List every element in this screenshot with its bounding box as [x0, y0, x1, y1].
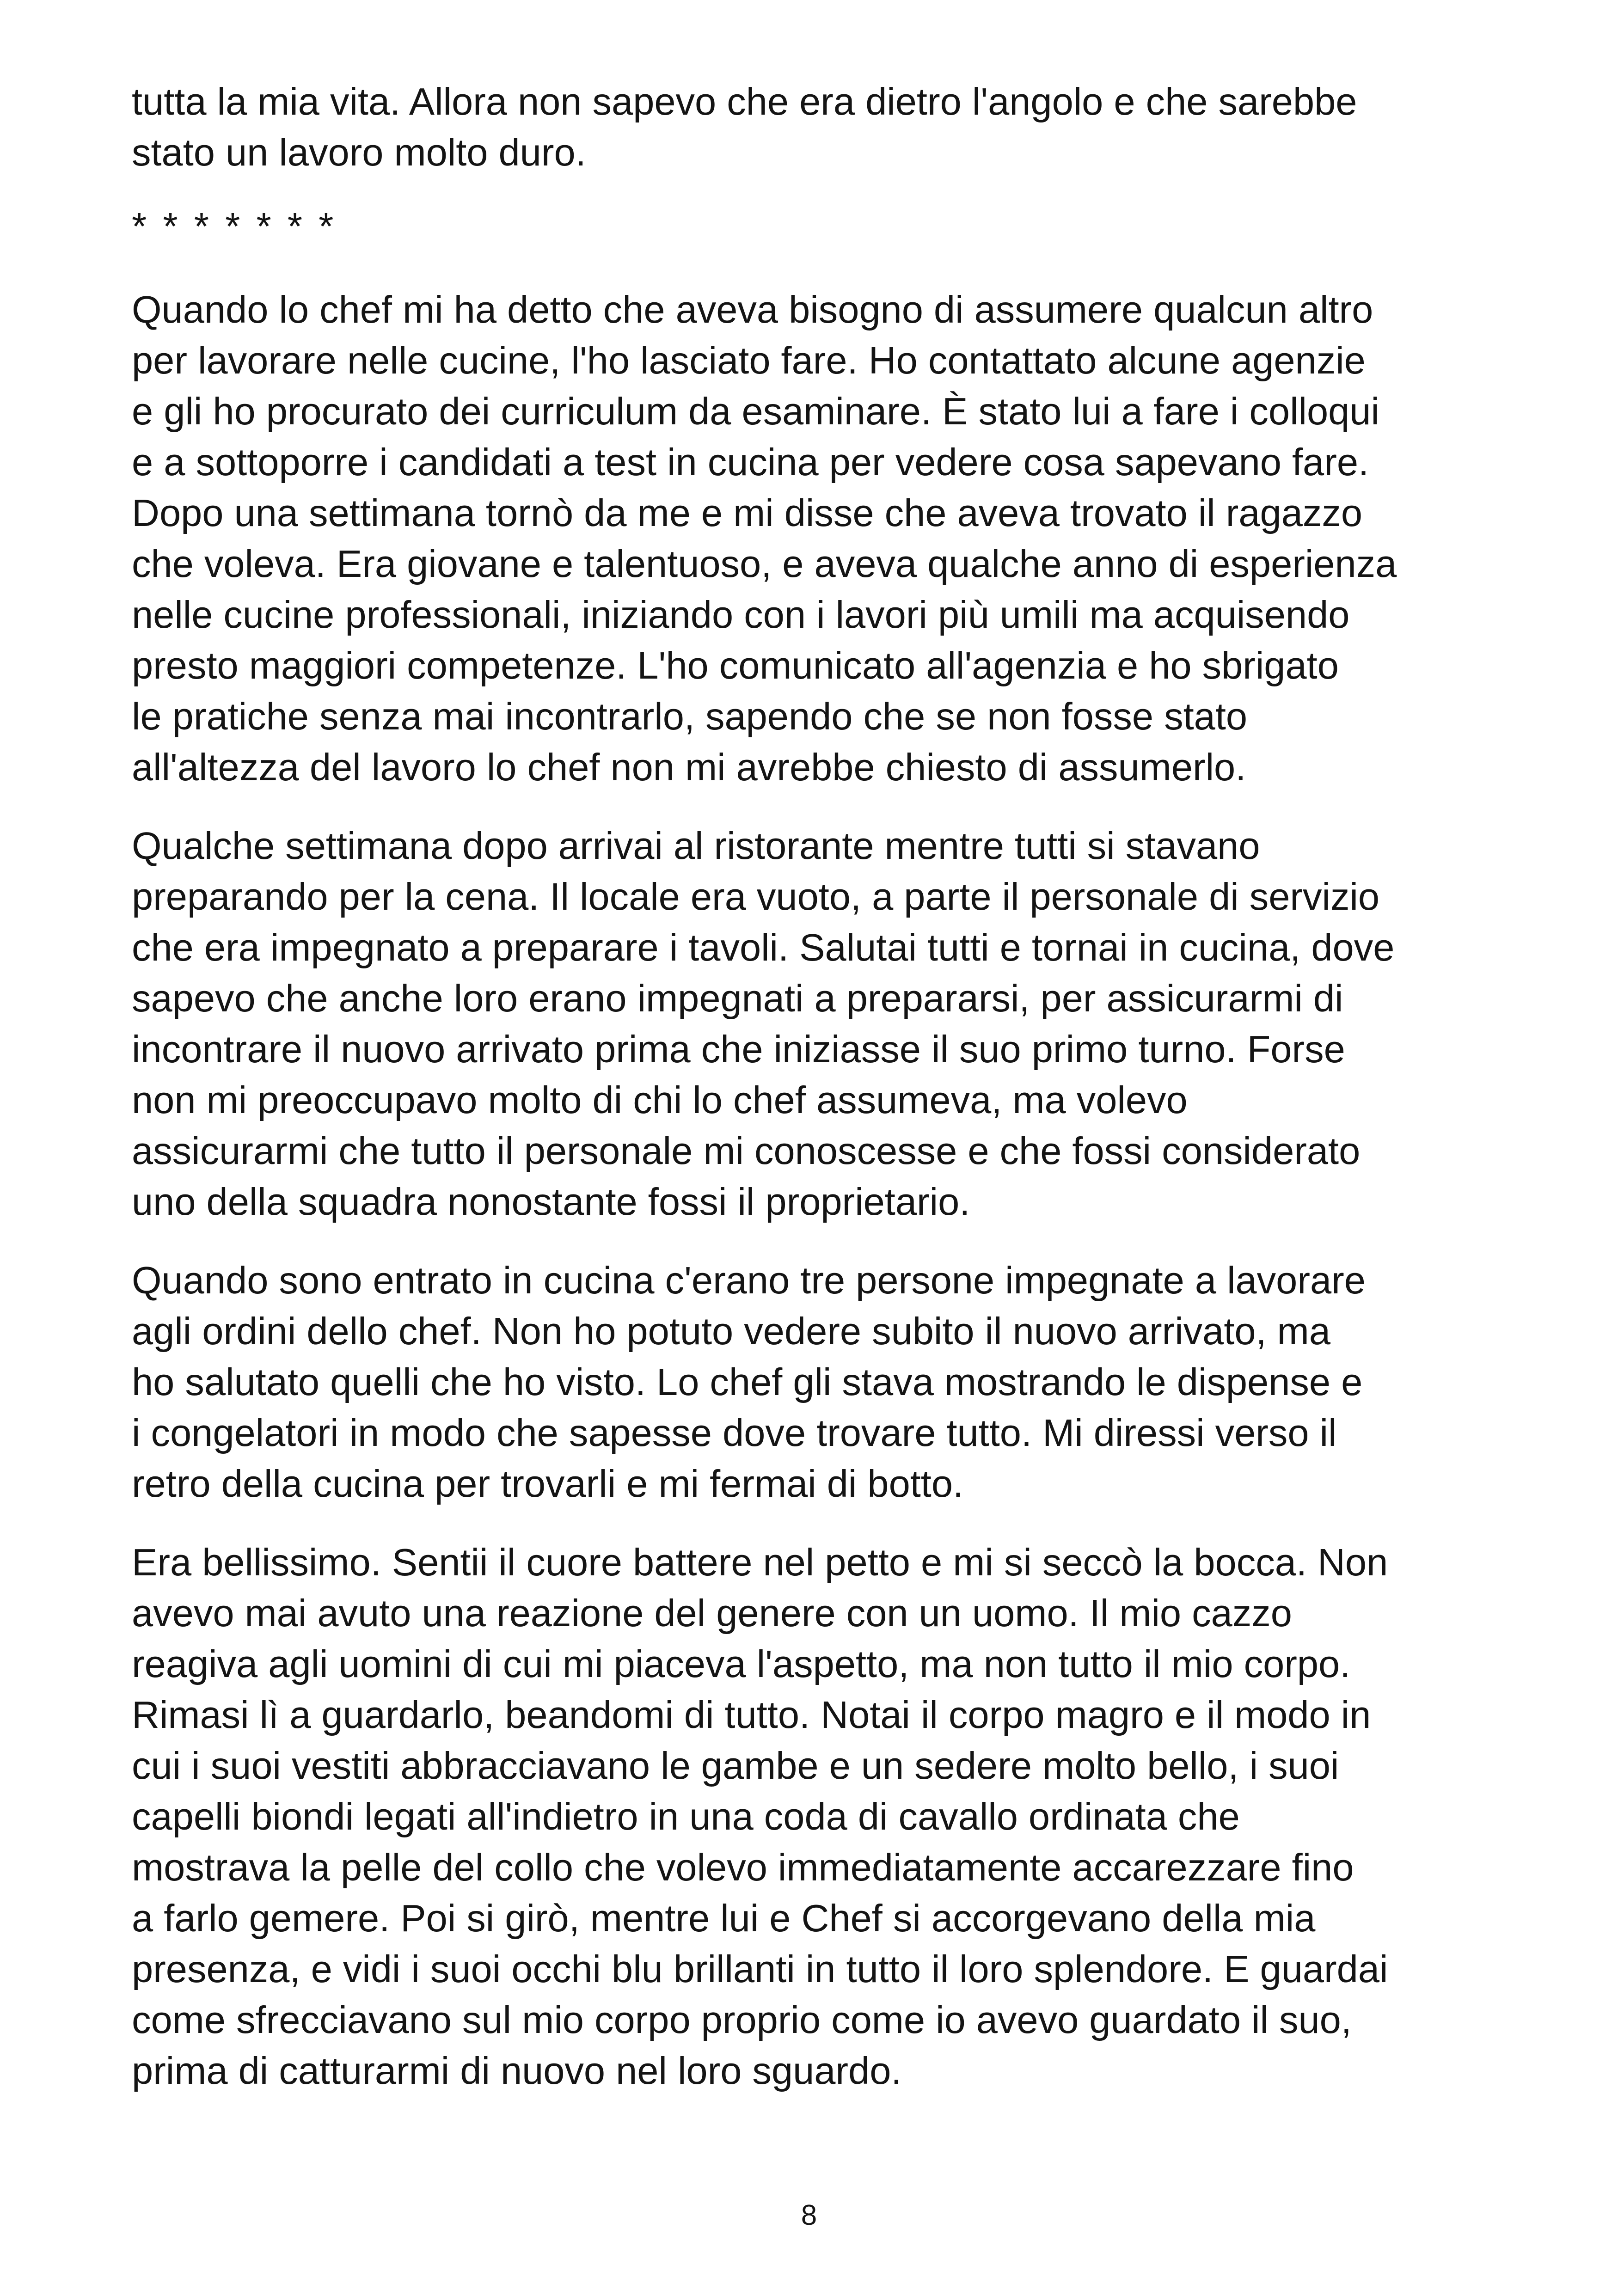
paragraph-restaurant-arrival: Qualche settimana dopo arrivai al ristorante mentre tutti si stavano preparando per la cena. Il locale era vuoto, a parte il personale di servizio che era impegnato a preparare i tavoli. Salutai tutti e tornai in cucina, dove sapevo che anche loro erano impegnati a prepararsi, per assicurarmi di incontrare il nuovo arrivato prima che iniziasse il suo primo turno. Forse non mi preoccupavo molto di chi lo chef assumeva, ma volevo assicurarmi che tutto il personale mi conoscesse e che fossi considerato uno della squadra nonostante fossi il proprietario.: [132, 824, 1395, 1223]
paragraph-first-sight: Era bellissimo. Sentii il cuore battere nel petto e mi si seccò la bocca. Non avevo mai avuto una reazione del genere con un uomo. Il mio cazzo reagiva agli uomini di cui mi piaceva l'aspetto, ma non tutto il mio corpo. Rimasi lì a guardarlo, beandomi di tutto. Notai il corpo magro e il modo in cui i suoi vestiti abbracciavano le gambe e un sedere molto bello, i suoi capelli biondi legati all'indietro in una coda di cavallo ordinata che mostrava la pelle del collo che volevo immediatamente accarezzare fino a farlo gemere. Poi si girò, mentre lui e Chef si accorgevano della mia presenza, e vidi i suoi occhi blu brillanti in tutto il loro splendore. E guardai come sfrecciavano sul mio corpo proprio come io avevo guardato il suo, prima di catturarmi di nuovo nel loro sguardo.: [132, 1541, 1388, 2092]
paragraph-continuation: tutta la mia vita. Allora non sapevo che era dietro l'angolo e che sarebbe stato un lavoro molto duro.: [132, 80, 1357, 174]
paragraph-hiring: Quando lo chef mi ha detto che aveva bisogno di assumere qualcun altro per lavorare nelle cucine, l'ho lasciato fare. Ho contattato alcune agenzie e gli ho procurato dei curriculum da esaminare. È stato lui a fare i colloqui e a sottoporre i candidati a test in cucina per vedere cosa sapevano fare. Dopo una settimana tornò da me e mi disse che aveva trovato il ragazzo che voleva. Era giovane e talentuoso, e aveva qualche anno di esperienza nelle cucine professionali, iniziando con i lavori più umili ma acquisendo presto maggiori competenze. L'ho comunicato all'agenzia e ho sbrigato le pratiche senza mai incontrarlo, sapendo che se non fosse stato all'altezza del lavoro lo chef non mi avrebbe chiesto di assumerlo.: [132, 288, 1397, 789]
page-body: [132, 76, 1486, 2124]
scene-break-separator: * * * * * * *: [132, 205, 337, 248]
paragraph-kitchen-entry: Quando sono entrato in cucina c'erano tre persone impegnate a lavorare agli ordini dello chef. Non ho potuto vedere subito il nuovo arrivato, ma ho salutato quelli che ho visto. Lo chef gli stava mostrando le dispense e i congelatori in modo che sapesse dove trovare tutto. Mi diressi verso il retro della cucina per trovarli e mi fermai di botto.: [132, 1259, 1366, 1505]
page-number: 8: [801, 2199, 817, 2231]
